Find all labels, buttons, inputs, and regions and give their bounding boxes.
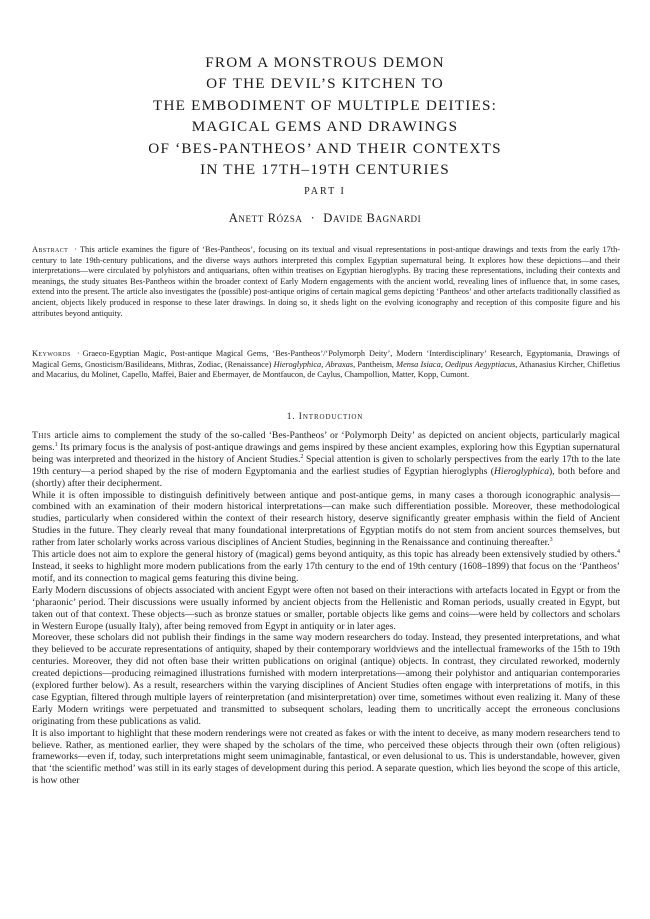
paragraph-text: This article does not aim to explore the general history of (magical) gems beyond antiquity, as this topic has already been extensively studied by others.: [32, 549, 617, 561]
keywords-text: , Athanasius Kircher, Chifletius and Macarius, du Molinet, Capello, Maffei, Baier and Ebermayer, de Montfaucon, de Caylus, Champollion, Matter, Kopp, Cumont.: [32, 359, 620, 380]
footnote-ref[interactable]: 3: [549, 536, 553, 543]
article-body: [32, 430, 620, 787]
italic-term: Hieroglyphica: [493, 465, 550, 477]
paragraph-text: ), both before and (shortly) after their decipherment.: [32, 465, 620, 489]
title-line: FROM A MONSTROUS DEMON: [205, 54, 445, 71]
title-line: THE EMBODIMENT OF MULTIPLE DEITIES:: [152, 96, 498, 114]
keywords-separator: ·: [76, 349, 80, 358]
paragraph: [32, 430, 620, 490]
paragraph: Moreover, these scholars did not publish their findings in the same way modern researchers do today. Instead, they presented interpretations, and what they believed to be accurate representations of antiquity, shaped by their contemporary worldviews and the intellectual frameworks of the 15th to 19th centuries. Moreover, they did not often base their written publications on original (antique) objects. In contrast, they circulated reworked, modernly created depictions—producing reimagined illustrations furnished with modern interpretations—among their polyhistor and antiquarian contemporaries (explored further below). As a result, researchers within the varying disciplines of Ancient Studies often engage with interpretations of motifs, in this case Egyptian, filtered through multiple layers of reinterpretation (and misinterpretation) over time, sometimes without even realizing it. Many of these Early Modern writings were perpetuated and transmitted to subsequent scholars, leading them to uncritically accept the erroneous conclusions originating from these publications as valid.: [32, 632, 620, 727]
abstract-text: This article examines the figure of ‘Bes-Pantheos’, focusing on its textual and visual representations in post-antique drawings and texts from the early 17th-century to late 19th-century publications, and the diverse ways authors interpreted this complex Egyptian supernatural being. It explores how these depictions—and their interpretations—were circulated by polyhistors and antiquarians, often within treatises on Egyptian hieroglyphs. By tracing these representations, including their contexts and meanings, the study situates Bes-Pantheos within the broader context of Early Modern engagements with the ancient world, revealing lines of influence that, in some cases, extend into the present. The article also investigates the (possible) post-antique origins of certain magical gems depicting ‘Pantheos’ and other artefacts traditionally classified as ancient, objects likely produced in response to these later drawings. In doing so, it sheds light on the evolving iconography and reception of this composite figure and his attributes beyond antiquity.: [32, 245, 620, 318]
keyword-italic: Abraxas: [325, 359, 354, 369]
keywords-text: , Pantheism,: [353, 359, 397, 369]
paragraph-text: While it is often impossible to distinguish definitively between antique and post-antique gems, in many cases a thorough iconographic analysis—combined with an examination of their modern historical interpretations—can make such differentiation possible. Moreover, these methodological studies, particularly when considered within the context of their research history, deserve significantly greater emphasis within the field of Ancient Studies in the future. They clearly reveal that many foundational interpretations of Egyptian motifs do not stem from ancient sources themselves, but rather from later scholarly works across various disciplines of Ancient Studies, beginning in the Renaissance and continuing thereafter.: [32, 489, 620, 549]
author-name: Anett Rózsa: [228, 211, 303, 225]
keywords: [32, 349, 620, 381]
author-line: [0, 211, 650, 226]
author-separator: ·: [310, 211, 316, 225]
abstract: [32, 245, 620, 319]
lead-word: This: [32, 430, 52, 441]
title-line: OF ‘BES-PANTHEOS’ AND THEIR CONTEXTS: [148, 139, 502, 157]
paragraph: It is also important to highlight that these modern renderings were not created as fakes or with the intent to deceive, as many modern researchers tend to believe. Rather, as mentioned earlier, they were shaped by the scholars of the time, who perceived these objects through their own (often religious) frameworks—even if, today, such interpretations might seem unimaginable, fantastical, or even delusional to us. This is understandable, however, given that ‘the scientific method’ was still in its early stages of development during this period. A separate question, which lies beyond the scope of this article, is how other: [32, 727, 620, 787]
paragraph-text: Instead, it seeks to highlight more modern publications from the early 17th century to the end of 19th century (1608–1899) that focus on the ‘Pantheos’ motif, and its connection to magical gems featuring this divine being.: [32, 560, 620, 584]
footnote-ref[interactable]: 4: [617, 548, 620, 555]
keyword-italic: Oedipus Aegyptiacus: [444, 359, 516, 369]
title-line: MAGICAL GEMS AND DRAWINGS: [191, 118, 459, 136]
section-heading: 1. Introduction: [286, 412, 364, 422]
footnote-ref[interactable]: 2: [300, 453, 304, 460]
paragraph: Early Modern discussions of objects associated with ancient Egypt were often not based on their interactions with artefacts located in Egypt or from the ‘pharaonic’ period. Their discussions were usually informed by ancient objects from the Hellenistic and Roman periods, usually created in Egypt, but taken out of that context. These objects—such as bronze statues or smaller, portable objects like gems and coins—were held by collectors and scholars in Western Europe (usually Italy), after being removed from Egypt in antiquity or in later ages.: [32, 584, 620, 632]
keywords-text: Graeco-Egyptian Magic, Post-antique Magical Gems, ‘Bes-Pantheos’/‘Polymorph Deity’, Modern ‘Interdisciplinary’ Research, Egyptomania, Drawings of Magical Gems, Gnosticism/Basilideans, Mithras, Zodiac, (Renaissance): [32, 349, 620, 369]
abstract-label: Abstract: [32, 245, 69, 254]
keyword-italic: Mensa Isiaca: [396, 359, 441, 369]
paragraph: [32, 549, 620, 585]
paragraph-text: article aims to complement the study of the so-called ‘Bes-Pantheos’ or ‘Polymorph Deity’ as depicted on ancient objects, particularly magical gems.: [32, 430, 620, 453]
keywords-text: ,: [440, 359, 445, 369]
article-title: [40, 52, 610, 180]
paragraph-text: Its primary focus is the analysis of post-antique drawings and gems inspired by these ancient examples, exploring how this Egyptian supernatural being was interpreted and theorized in the history of Ancient Studies.: [32, 441, 620, 465]
part-label: PART I: [304, 186, 346, 197]
keyword-italic: Hieroglyphica: [273, 359, 322, 369]
author-name: Davide Bagnardi: [323, 211, 422, 225]
paragraph: [32, 490, 620, 550]
keywords-text: ,: [321, 359, 326, 369]
abstract-separator: ·: [74, 245, 77, 254]
footnote-ref[interactable]: 1: [54, 441, 58, 448]
title-line: IN THE 17TH–19TH CENTURIES: [200, 161, 450, 179]
keywords-label: Keywords: [32, 349, 71, 358]
title-line: OF THE DEVIL’S KITCHEN TO: [206, 75, 444, 93]
paragraph-text: Special attention is given to scholarly perspectives from the early 17th to the late 19th century—a period shaped by the rise of modern Egyptomania and the earliest studies of Egyptian hieroglyphs (: [32, 453, 620, 477]
